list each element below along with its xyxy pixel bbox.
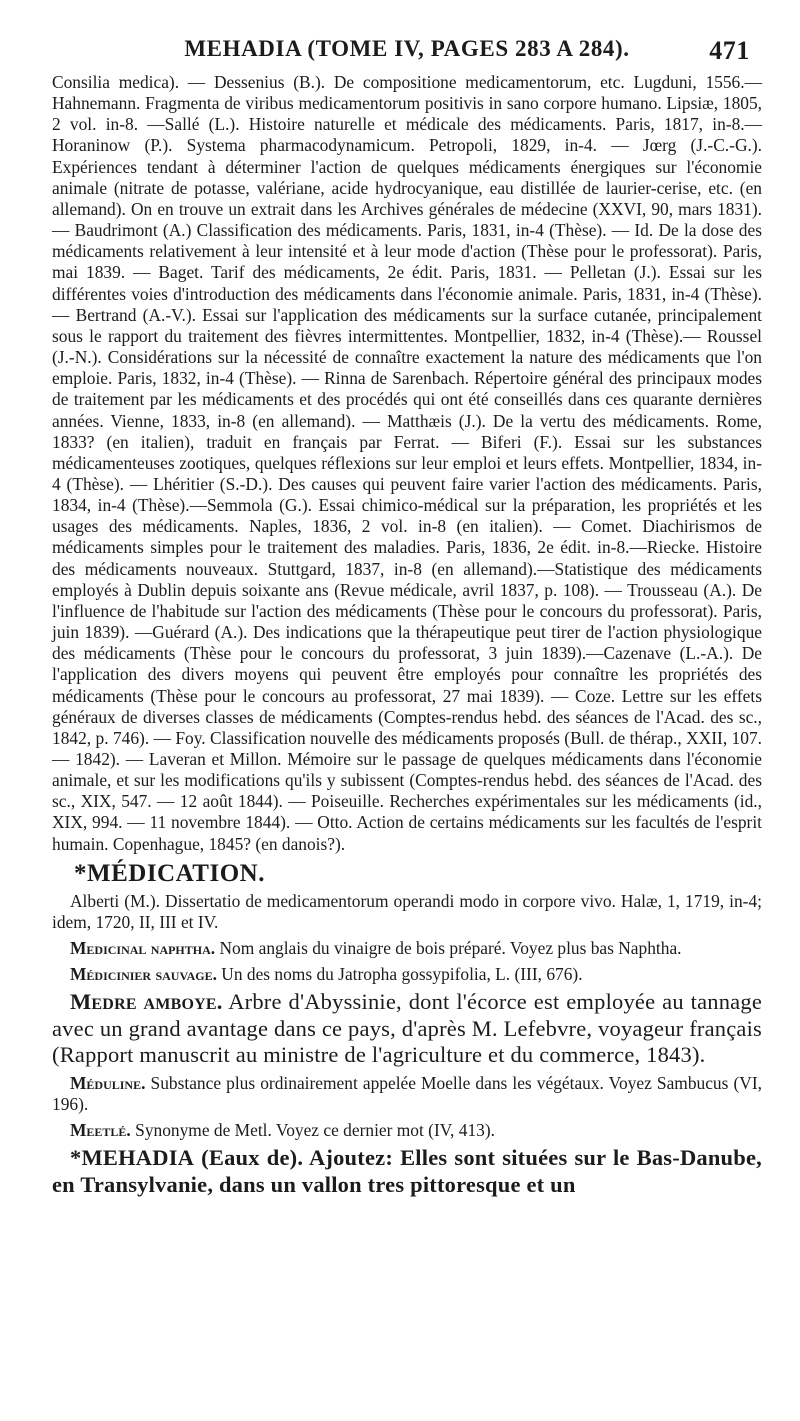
entry-body: Substance plus ordinairement appelée Moelle dans les végétaux. Voyez Sambucus (VI, 196).: [52, 1072, 762, 1115]
entry-head: Méduline.: [70, 1072, 146, 1093]
entry-medre-amboye: [52, 989, 762, 1069]
bibliography-paragraph: Consilia medica). — Dessenius (B.). De compositione medicamentorum, etc. Lugduni, 1556.— Hahnemann. Fragmenta de viribus medicamentorum positivis in sano corpore humano. Lipsiæ, 1805, 2 vol. in-8. —Sallé (L.). Histoire naturelle et médicale des médicaments. Paris, 1817, in-8.— Horaninow (P.). Systema pharmacodynamicum. Petropoli, 1829, in-4. — Jœrg (J.-C.-G.). Expériences tendant à déterminer l'action de quelques médicaments énergiques sur l'économie animale (nitrate de potasse, valériane, acide hydrocyanique, eau distillée de laurier-cerise, etc. (en allemand). On en trouve un extrait dans les Archives générales de médecine (XXVI, 90, mars 1831). — Baudrimont (A.) Classification des médicaments. Paris, 1831, in-4 (Thèse). — Id. De la dose des médicaments relativement à leur intensité et à leur mode d'action (Thèse pour le professorat). Paris, mai 1839. — Baget. Tarif des médicaments, 2e édit. Paris, 1831. — Pelletan (J.). Essai sur les différentes voies d'introduction des médicaments dans l'économie animale. Paris, 1831, in-4 (Thèse). — Bertrand (A.-V.). Essai sur l'application des médicaments sur la surface cutanée, principalement sous le rapport du traitement des fièvres intermittentes. Montpellier, 1832, in-4 (Thèse).— Roussel (J.-N.). Considérations sur la nécessité de connaître exactement la nature des médicaments que l'on emploie. Paris, 1832, in-4 (Thèse). — Rinna de Sarenbach. Répertoire général des principaux modes de traitement par les médicaments et des procédés qui ont été conseillés dans ces quarante dernières années. Vienne, 1833, in-8 (en allemand). — Matthæis (J.). De la vertu des médicaments. Rome, 1833? (en italien), traduit en français par Ferrat. — Biferi (F.). Essai sur les substances médicamenteuses zootiques, quelques réflexions sur leur emploi et leurs effets. Montpellier, 1834, in-4 (Thèse). — Lhéritier (S.-D.). Des causes qui peuvent faire varier l'action des médicaments. Paris, 1834, in-4 (Thèse).—Semmola (G.). Essai chimico-médical sur la préparation, les propriétés et les usages des médicaments. Naples, 1836, 2 vol. in-8 (en italien). — Comet. Diachirismos de médicaments simples pour le traitement des maladies. Paris, 1836, 2e édit. in-8.—Riecke. Histoire des médicaments nouveaux. Stuttgard, 1837, in-8 (en allemand).—Statistique des médicaments employés à Dublin depuis soixante ans (Revue médicale, avril 1837, p. 108). — Trousseau (A.). De l'influence de l'habitude sur l'action des médicaments (Thèse pour le concours du professorat). Paris, juin 1839). —Guérard (A.). Des indications que la thérapeutique peut tirer de l'action physiologique des médicaments (Thèse pour le concours du professorat, 3 juin 1839).—Cazenave (L.-A.). De l'application des divers moyens qui peuvent être employés pour connaître les propriétés des médicaments (Thèse pour le concours au professorat, 27 mai 1839). — Coze. Lettre sur les effets généraux de diverses classes de médicaments (Comptes-rendus hebd. des séances de l'Acad. des sc., 1842, p. 746). — Foy. Classification nouvelle des médicaments proposés (Bull. de thérap., XXII, 107. — 1842). — Laveran et Millon. Mémoire sur le passage de quelques médicaments dans l'économie animale, et sur les modifications qu'ils y subissent (Comptes-rendus hebd. des séances de l'Acad. des sc., XIX, 547. — 12 août 1844). — Poiseuille. Recherches expérimentales sur les médicaments (id., XIX, 994. — 11 novembre 1844). — Otto. Action de certains médicaments sur les facultés de l'esprit humain. Copenhague, 1845? (en danois?).: [52, 72, 762, 854]
entry-head: Meetlé.: [70, 1119, 131, 1140]
entry-head: Médicinier sauvage.: [70, 963, 217, 984]
running-head: [52, 36, 762, 72]
entry-mehadia: [52, 1145, 762, 1198]
entry-head: Medre amboye.: [70, 989, 223, 1015]
entry-meetle: [52, 1120, 762, 1142]
entry-medicinier-sauvage: [52, 964, 762, 986]
page-number: 471: [709, 36, 750, 65]
entry-meduline: [52, 1073, 762, 1116]
entry-medicinal-naphtha: [52, 938, 762, 960]
medication-reference: Alberti (M.). Dissertatio de medicamentorum operandi modo in corpore vivo. Halæ, 1, 1719, in-4; idem, 1720, II, III et IV.: [52, 890, 762, 933]
entry-body: (Eaux de). Ajoutez: Elles sont situées sur le Bas-Danube, en Transylvanie, dans un vallon tres pittoresque et un: [52, 1145, 762, 1197]
entry-body: Synonyme de Metl. Voyez ce dernier mot (IV, 413).: [135, 1119, 495, 1140]
entry-head: Medicinal naphtha.: [70, 937, 216, 958]
entry-body: Arbre d'Abyssinie, dont l'écorce est employée au tannage avec un grand avantage dans ce pays, d'après M. Lefebvre, voyageur français (Rapport manuscrit au ministre de l'agriculture et du commerce, 1843).: [52, 989, 763, 1068]
entry-body: Un des noms du Jatropha gossypifolia, L. (III, 676).: [221, 963, 583, 984]
entry-head: *MEHADIA: [70, 1145, 195, 1171]
running-title: MEHADIA (TOME IV, PAGES 283 A 284).: [184, 36, 630, 61]
section-heading-medication: *MÉDICATION.: [74, 859, 265, 887]
entry-body: Nom anglais du vinaigre de bois préparé. Voyez plus bas Naphtha.: [219, 937, 682, 958]
